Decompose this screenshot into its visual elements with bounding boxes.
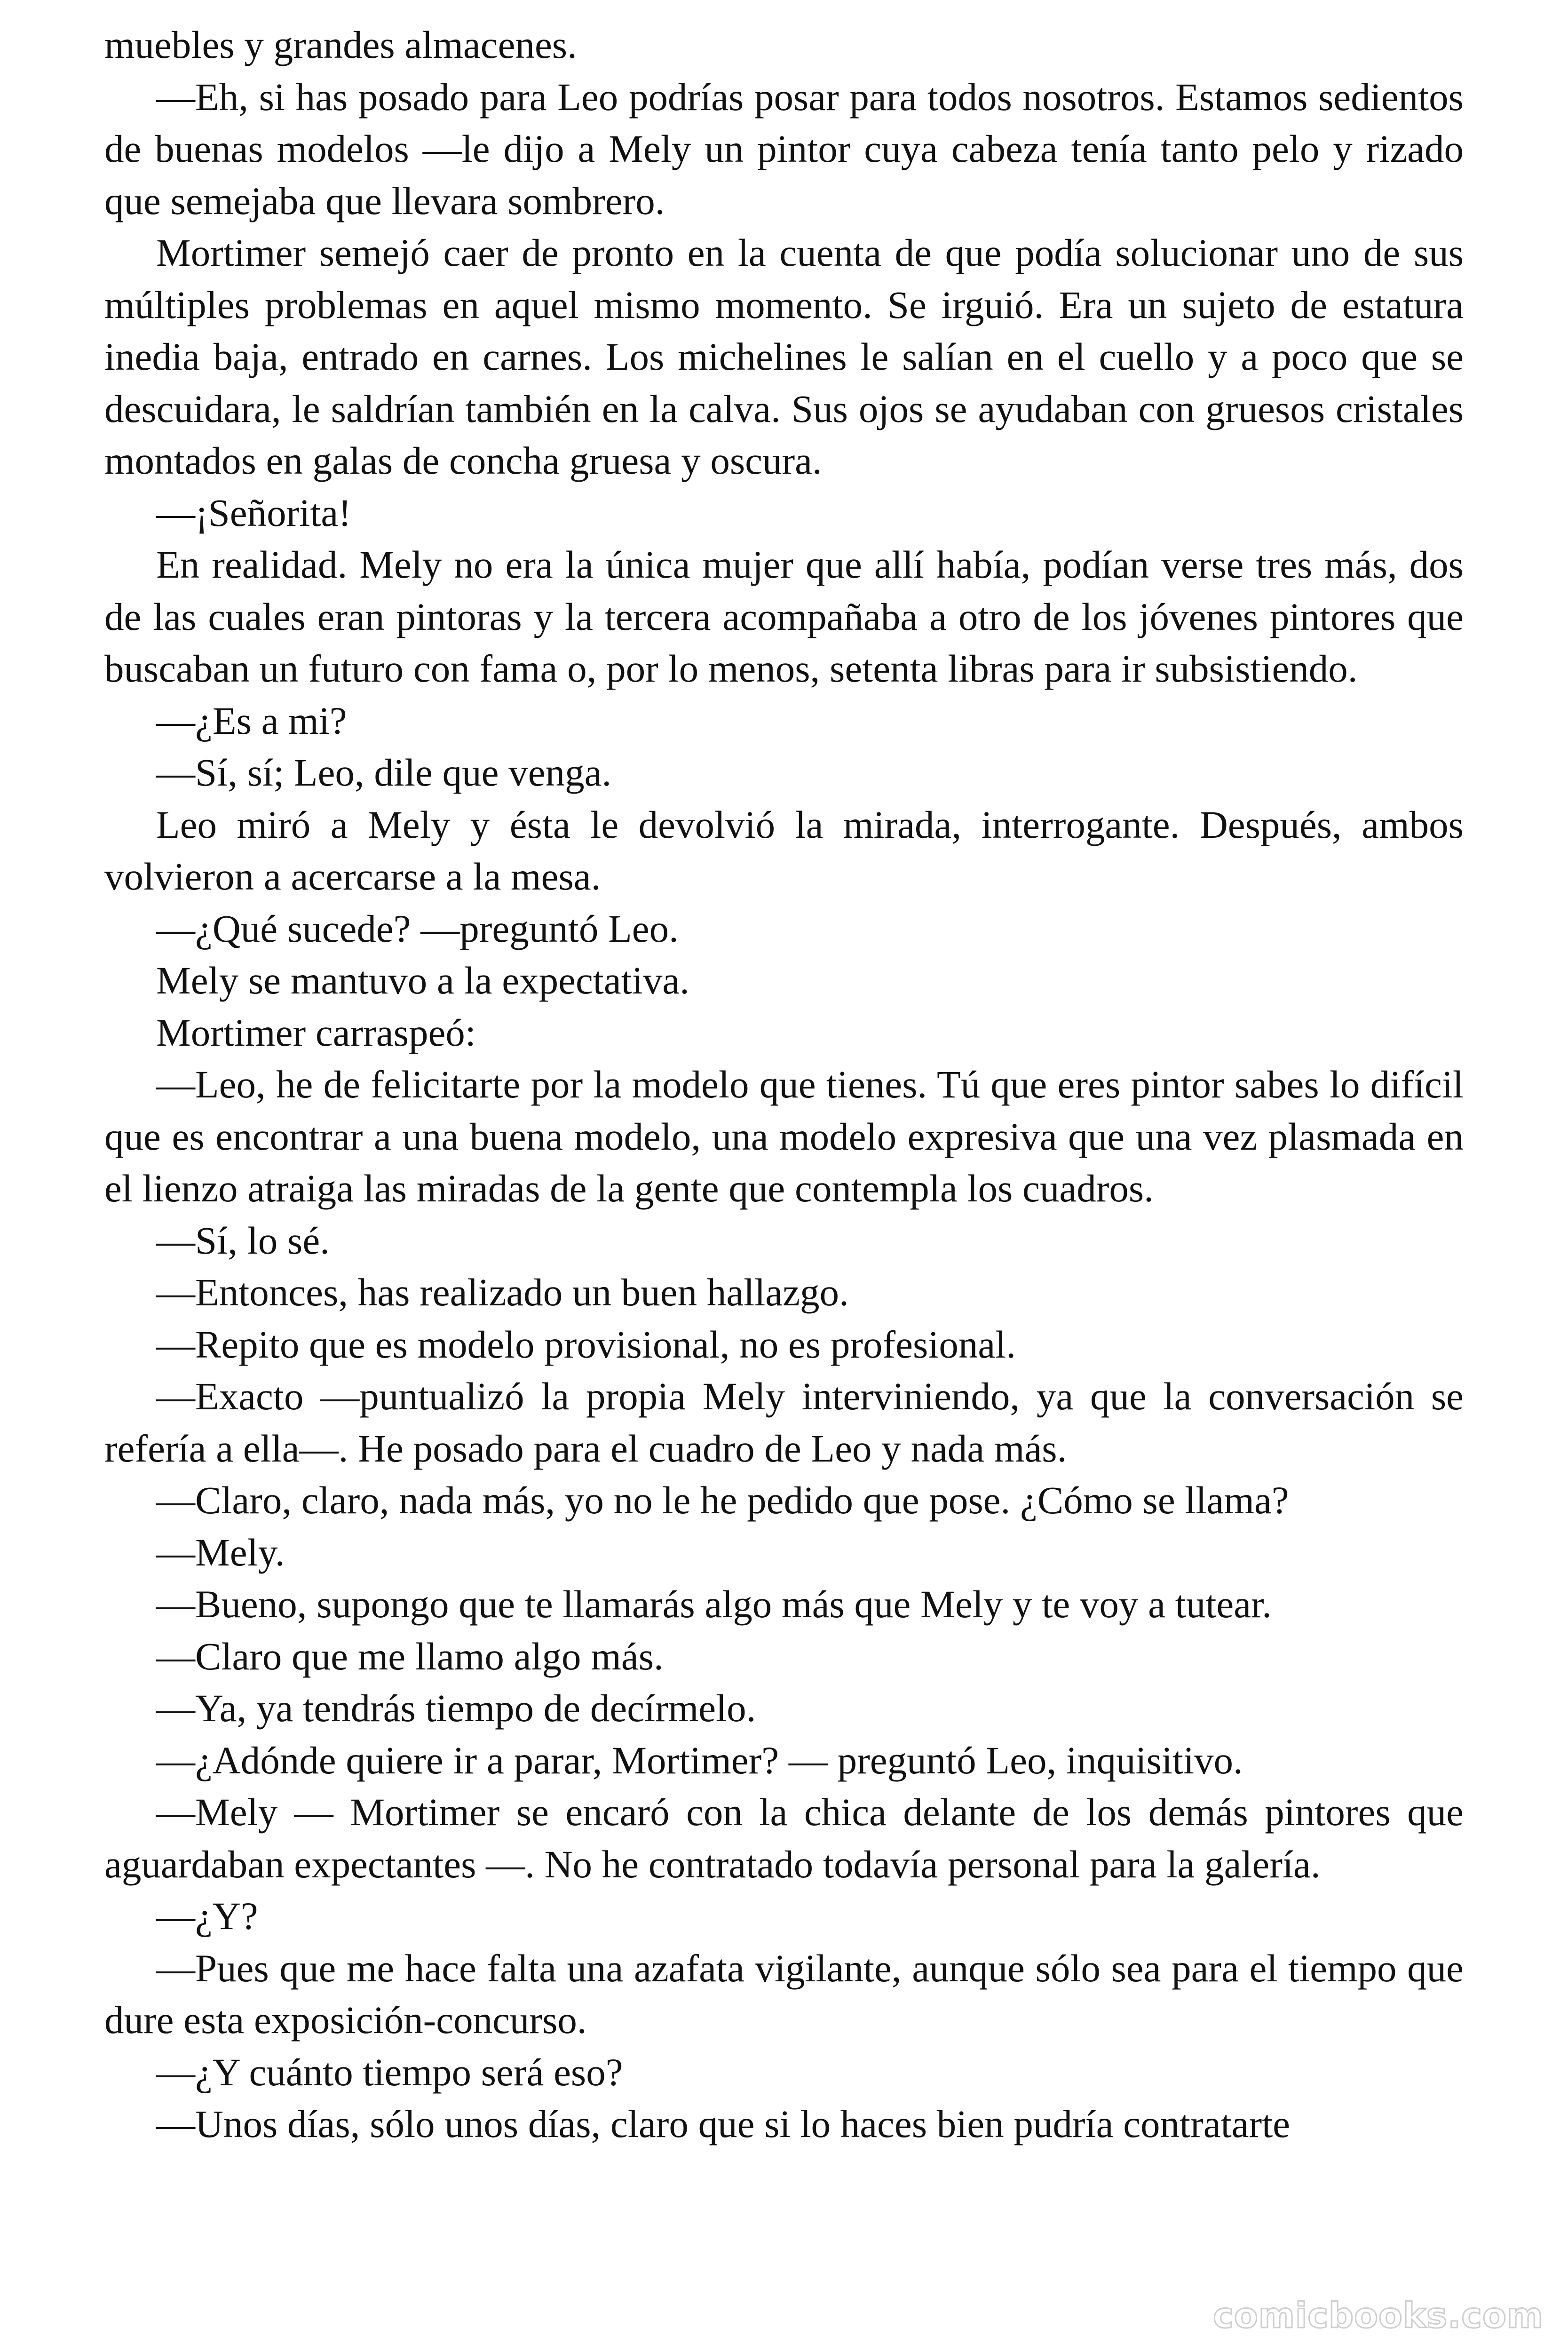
paragraph: Mortimer semejó caer de pronto en la cuenta de que podía solucionar uno de sus múltiples problemas en aquel mismo momento. Se irguió. Era un sujeto de estatura inedia baja, entrado en carnes. Los michelines le salían en el cuello y a poco que se descuidara, le saldrían también en la calva. Sus ojos se ayudaban con gruesos cristales montados en galas de concha gruesa y oscura. xyxy=(104,231,1464,482)
paragraph: —Sí, sí; Leo, dile que venga. xyxy=(156,751,612,794)
paragraph: —Claro, claro, nada más, yo no le he pedido que pose. ¿Cómo se llama? xyxy=(156,1478,1289,1522)
paragraph: —Ya, ya tendrás tiempo de decírmelo. xyxy=(156,1686,756,1730)
paragraph: —¿Y cuánto tiempo será eso? xyxy=(156,2050,623,2094)
paragraph: —¿Qué sucede? —preguntó Leo. xyxy=(156,906,679,950)
paragraph: —¡Señorita! xyxy=(156,491,351,534)
paragraph: Mely se mantuvo a la expectativa. xyxy=(156,959,689,1002)
paragraph: —¿Adónde quiere ir a parar, Mortimer? — preguntó Leo, inquisitivo. xyxy=(156,1738,1243,1782)
paragraph: —Bueno, supongo que te llamarás algo más que Mely y te voy a tutear. xyxy=(156,1582,1272,1626)
paragraph: —Pues que me hace falta una azafata vigilante, aunque sólo sea para el tiempo que dure esta exposición-concurso. xyxy=(104,1946,1464,2042)
paragraph: Leo miró a Mely y ésta le devolvió la mirada, interrogante. Después, ambos volvieron a acercarse a la mesa. xyxy=(104,803,1464,898)
paragraph: muebles y grandes almacenes. xyxy=(104,23,577,66)
page-text xyxy=(104,19,1464,2150)
paragraph: —Claro que me llamo algo más. xyxy=(156,1634,664,1678)
paragraph: —Exacto —puntualizó la propia Mely interviniendo, ya que la conversación se refería a ella—. He posado para el cuadro de Leo y nada más. xyxy=(104,1375,1464,1470)
paragraph: Mortimer carraspeó: xyxy=(156,1010,476,1054)
paragraph: —Leo, he de felicitarte por la modelo que tienes. Tú que eres pintor sabes lo difícil que es encontrar a una buena modelo, una modelo expresiva que una vez plasmada en el lienzo atraiga las miradas de la gente que contempla los cuadros. xyxy=(104,1063,1464,1210)
paragraph: —Entonces, has realizado un buen hallazgo. xyxy=(156,1271,849,1314)
watermark-logo: comicbooks.com xyxy=(1213,2296,1544,2336)
paragraph: —Sí, lo sé. xyxy=(156,1218,330,1262)
paragraph: —¿Y? xyxy=(156,1894,258,1938)
paragraph: —Repito que es modelo provisional, no es profesional. xyxy=(156,1322,1016,1366)
paragraph: —Mely — Mortimer se encaró con la chica delante de los demás pintores que aguardaban expectantes —. No he contratado todavía personal para la galería. xyxy=(104,1790,1464,1886)
paragraph: —Eh, si has posado para Leo podrías posar para todos nosotros. Estamos sedientos de buenas modelos —le dijo a Mely un pintor cuya cabeza tenía tanto pelo y rizado que semejaba que llevara sombrero. xyxy=(104,75,1464,222)
paragraph: En realidad. Mely no era la única mujer que allí había, podían verse tres más, dos de las cuales eran pintoras y la tercera acompañaba a otro de los jóvenes pintores que buscaban un futuro con fama o, por lo menos, setenta libras para ir subsistiendo. xyxy=(104,543,1464,690)
paragraph: —¿Es a mi? xyxy=(156,699,347,742)
paragraph: —Unos días, sólo unos días, claro que si lo haces bien pudría contratarte xyxy=(156,2102,1291,2145)
paragraph: —Mely. xyxy=(156,1530,285,1574)
